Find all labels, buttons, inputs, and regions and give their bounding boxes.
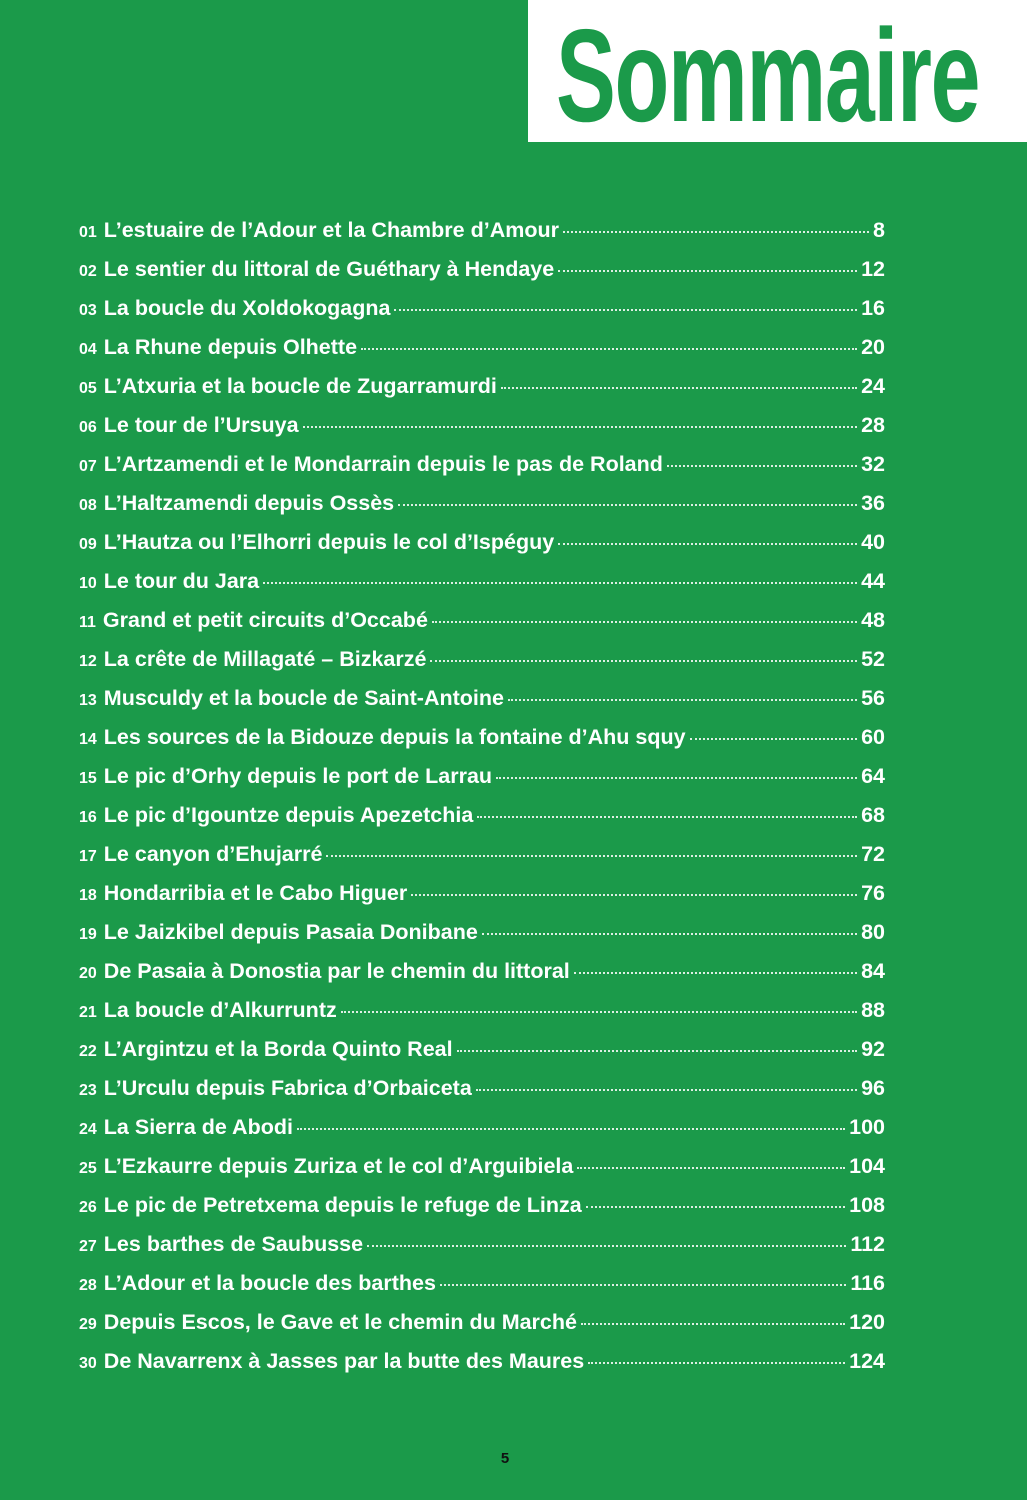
chapter-title: L’estuaire de l’Adour et la Chambre d’Amour <box>103 218 559 242</box>
chapter-number: 08 <box>79 497 97 514</box>
chapter-title: Le tour de l’Ursuya <box>103 413 299 437</box>
chapter-number: 22 <box>79 1043 97 1060</box>
chapter-number: 25 <box>79 1160 97 1177</box>
chapter-page: 60 <box>861 725 885 749</box>
chapter-number: 01 <box>79 224 97 241</box>
chapter-title: L’Ezkaurre depuis Zuriza et le col d’Arguibiela <box>103 1154 574 1178</box>
toc-entry[interactable] <box>79 218 885 257</box>
chapter-title: La boucle du Xoldokogagna <box>103 296 391 320</box>
chapter-page: 36 <box>861 491 885 515</box>
chapter-title: Hondarribia et le Cabo Higuer <box>103 881 408 905</box>
dot-leader <box>341 1011 857 1013</box>
chapter-title: Le pic d’Orhy depuis le port de Larrau <box>103 764 493 788</box>
dot-leader <box>690 738 857 740</box>
title-box <box>528 0 1027 142</box>
chapter-page: 8 <box>873 218 885 242</box>
chapter-page: 40 <box>861 530 885 554</box>
chapter-number: 29 <box>79 1316 97 1333</box>
dot-leader <box>394 309 857 311</box>
toc-entry[interactable] <box>79 452 885 491</box>
dot-leader <box>367 1245 846 1247</box>
table-of-contents <box>79 218 885 1388</box>
chapter-number: 12 <box>79 653 97 670</box>
dot-leader <box>501 387 857 389</box>
chapter-number: 14 <box>79 731 97 748</box>
toc-entry[interactable] <box>79 608 885 647</box>
chapter-page: 88 <box>861 998 885 1022</box>
chapter-title: Le canyon d’Ehujarré <box>103 842 323 866</box>
dot-leader <box>574 972 857 974</box>
chapter-number: 30 <box>79 1355 97 1372</box>
dot-leader <box>398 504 857 506</box>
chapter-number: 20 <box>79 965 97 982</box>
chapter-page: 112 <box>850 1232 885 1256</box>
chapter-number: 05 <box>79 380 97 397</box>
dot-leader <box>263 582 857 584</box>
chapter-title: La boucle d’Alkurruntz <box>103 998 337 1022</box>
chapter-number: 16 <box>79 809 97 826</box>
dot-leader <box>361 348 857 350</box>
toc-entry[interactable] <box>79 1349 885 1388</box>
toc-entry[interactable] <box>79 842 885 881</box>
dot-leader <box>558 270 857 272</box>
chapter-title: La crête de Millagaté – Bizkarzé <box>103 647 427 671</box>
toc-entry[interactable] <box>79 257 885 296</box>
dot-leader <box>457 1050 857 1052</box>
dot-leader <box>482 933 857 935</box>
chapter-title: De Pasaia à Donostia par le chemin du littoral <box>103 959 570 983</box>
dot-leader <box>477 816 857 818</box>
toc-entry[interactable] <box>79 1310 885 1349</box>
chapter-number: 06 <box>79 419 97 436</box>
chapter-page: 96 <box>861 1076 885 1100</box>
dot-leader <box>586 1206 845 1208</box>
toc-entry[interactable] <box>79 530 885 569</box>
toc-entry[interactable] <box>79 1037 885 1076</box>
toc-entry[interactable] <box>79 803 885 842</box>
chapter-page: 116 <box>850 1271 885 1295</box>
chapter-number: 09 <box>79 536 97 553</box>
toc-entry[interactable] <box>79 374 885 413</box>
chapter-number: 13 <box>79 692 97 709</box>
chapter-page: 56 <box>861 686 885 710</box>
dot-leader <box>496 777 857 779</box>
dot-leader <box>577 1167 845 1169</box>
toc-entry[interactable] <box>79 998 885 1037</box>
dot-leader <box>588 1362 845 1364</box>
chapter-number: 04 <box>79 341 97 358</box>
chapter-title: Les sources de la Bidouze depuis la fontaine d’Ahu squy <box>103 725 686 749</box>
toc-entry[interactable] <box>79 1232 885 1271</box>
toc-entry[interactable] <box>79 920 885 959</box>
dot-leader <box>411 894 857 896</box>
toc-entry[interactable] <box>79 335 885 374</box>
toc-entry[interactable] <box>79 647 885 686</box>
chapter-title: L’Adour et la boucle des barthes <box>103 1271 436 1295</box>
chapter-title: La Rhune depuis Olhette <box>103 335 358 359</box>
chapter-page: 12 <box>861 257 885 281</box>
chapter-number: 21 <box>79 1004 97 1021</box>
chapter-title: Le Jaizkibel depuis Pasaia Donibane <box>103 920 478 944</box>
page-title: Sommaire <box>556 2 980 142</box>
chapter-page: 124 <box>849 1349 885 1373</box>
chapter-title: L’Atxuria et la boucle de Zugarramurdi <box>103 374 497 398</box>
chapter-number: 26 <box>79 1199 97 1216</box>
toc-entry[interactable] <box>79 569 885 608</box>
chapter-page: 16 <box>861 296 885 320</box>
chapter-page: 48 <box>861 608 885 632</box>
chapter-title: L’Urculu depuis Fabrica d’Orbaiceta <box>103 1076 472 1100</box>
chapter-number: 27 <box>79 1238 97 1255</box>
dot-leader <box>430 660 857 662</box>
chapter-number: 02 <box>79 263 97 280</box>
toc-entry[interactable] <box>79 413 885 452</box>
chapter-page: 108 <box>849 1193 885 1217</box>
chapter-title: Le sentier du littoral de Guéthary à Hendaye <box>103 257 555 281</box>
toc-entry[interactable] <box>79 725 885 764</box>
chapter-page: 76 <box>861 881 885 905</box>
dot-leader <box>303 426 858 428</box>
chapter-page: 92 <box>861 1037 885 1061</box>
chapter-title: De Navarrenx à Jasses par la butte des Maures <box>103 1349 585 1373</box>
chapter-number: 10 <box>79 575 97 592</box>
chapter-page: 68 <box>861 803 885 827</box>
chapter-page: 20 <box>861 335 885 359</box>
chapter-title: L’Haltzamendi depuis Ossès <box>103 491 395 515</box>
chapter-number: 28 <box>79 1277 97 1294</box>
chapter-title: La Sierra de Abodi <box>103 1115 293 1139</box>
chapter-page: 24 <box>861 374 885 398</box>
toc-entry[interactable] <box>79 296 885 335</box>
dot-leader <box>563 231 869 233</box>
dot-leader <box>432 621 857 623</box>
chapter-number: 23 <box>79 1082 97 1099</box>
chapter-number: 19 <box>79 926 97 943</box>
dot-leader <box>326 855 857 857</box>
chapter-page: 80 <box>861 920 885 944</box>
chapter-title: Le pic de Petretxema depuis le refuge de Linza <box>103 1193 582 1217</box>
chapter-number: 24 <box>79 1121 97 1138</box>
chapter-title: L’Artzamendi et le Mondarrain depuis le pas de Roland <box>103 452 663 476</box>
chapter-title: Les barthes de Saubusse <box>103 1232 364 1256</box>
chapter-number: 07 <box>79 458 97 475</box>
chapter-page: 104 <box>849 1154 885 1178</box>
toc-entry[interactable] <box>79 881 885 920</box>
chapter-page: 100 <box>849 1115 885 1139</box>
chapter-title: Depuis Escos, le Gave et le chemin du Marché <box>103 1310 577 1334</box>
dot-leader <box>297 1128 845 1130</box>
page-number: 5 <box>500 1450 510 1467</box>
chapter-title: Le pic d’Igountze depuis Apezetchia <box>103 803 474 827</box>
chapter-title: L’Hautza ou l’Elhorri depuis le col d’Ispéguy <box>103 530 555 554</box>
toc-entry[interactable] <box>79 764 885 803</box>
toc-entry[interactable] <box>79 1076 885 1115</box>
chapter-page: 28 <box>861 413 885 437</box>
chapter-number: 18 <box>79 887 97 904</box>
dot-leader <box>667 465 857 467</box>
chapter-number: 11 <box>79 614 96 631</box>
dot-leader <box>508 699 857 701</box>
dot-leader <box>558 543 857 545</box>
chapter-page: 84 <box>861 959 885 983</box>
chapter-page: 52 <box>861 647 885 671</box>
chapter-title: Grand et petit circuits d’Occabé <box>102 608 428 632</box>
chapter-title: Le tour du Jara <box>103 569 260 593</box>
toc-entry[interactable] <box>79 686 885 725</box>
chapter-page: 64 <box>861 764 885 788</box>
chapter-page: 72 <box>861 842 885 866</box>
dot-leader <box>476 1089 857 1091</box>
chapter-page: 44 <box>861 569 885 593</box>
toc-entry[interactable] <box>79 1271 885 1310</box>
toc-entry[interactable] <box>79 1193 885 1232</box>
toc-entry[interactable] <box>79 491 885 530</box>
dot-leader <box>440 1284 846 1286</box>
chapter-number: 15 <box>79 770 97 787</box>
chapter-title: L’Argintzu et la Borda Quinto Real <box>103 1037 453 1061</box>
dot-leader <box>581 1323 845 1325</box>
toc-entry[interactable] <box>79 1154 885 1193</box>
chapter-number: 03 <box>79 302 97 319</box>
toc-entry[interactable] <box>79 959 885 998</box>
chapter-page: 120 <box>849 1310 885 1334</box>
chapter-number: 17 <box>79 848 97 865</box>
chapter-title: Musculdy et la boucle de Saint-Antoine <box>103 686 504 710</box>
chapter-page: 32 <box>861 452 885 476</box>
toc-entry[interactable] <box>79 1115 885 1154</box>
